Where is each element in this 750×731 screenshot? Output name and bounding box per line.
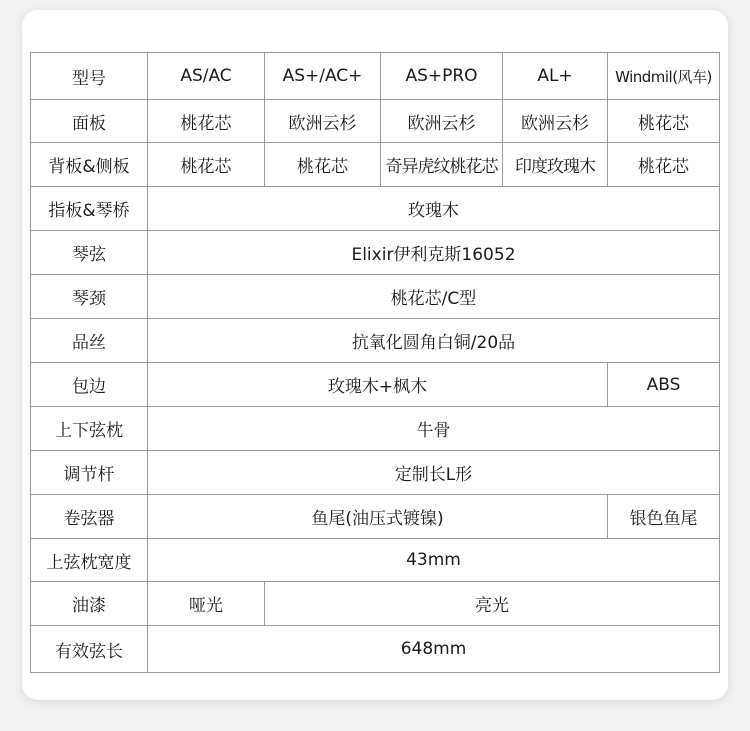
cell-back-5: 桃花芯 (608, 143, 720, 187)
row-label-back-sides: 背板&侧板 (31, 143, 148, 187)
table-row-strings (31, 231, 720, 275)
table-row-top (31, 100, 720, 143)
cell-top-4: 欧洲云杉 (503, 100, 608, 143)
model-as-plus: AS+/AC+ (265, 53, 381, 100)
cell-back-1: 桃花芯 (148, 143, 265, 187)
model-as-pro: AS+PRO (381, 53, 503, 100)
cell-finish-rest: 亮光 (265, 582, 720, 626)
row-label-frets: 品丝 (31, 319, 148, 363)
row-label-model: 型号 (31, 53, 148, 100)
cell-top-3: 欧洲云杉 (381, 100, 503, 143)
table-row-tuners (31, 495, 720, 539)
model-as-ac: AS/AC (148, 53, 265, 100)
cell-tuners-last: 银色鱼尾 (608, 495, 720, 539)
cell-back-4: 印度玫瑰木 (503, 143, 608, 187)
row-label-truss-rod: 调节杆 (31, 451, 148, 495)
row-label-strings: 琴弦 (31, 231, 148, 275)
cell-truss-rod: 定制长L形 (148, 451, 720, 495)
cell-scale: 648mm (148, 626, 720, 673)
cell-finish-first: 哑光 (148, 582, 265, 626)
cell-binding-main: 玫瑰木+枫木 (148, 363, 608, 407)
table-row-neck (31, 275, 720, 319)
table-row-binding (31, 363, 720, 407)
row-label-neck: 琴颈 (31, 275, 148, 319)
table-row-nut-saddle (31, 407, 720, 451)
cell-binding-last: ABS (608, 363, 720, 407)
row-label-nut-width: 上弦枕宽度 (31, 539, 148, 582)
cell-strings: Elixir伊利克斯16052 (148, 231, 720, 275)
model-windmill: Windmil(风车) (608, 53, 720, 100)
cell-frets: 抗氧化圆角白铜/20品 (148, 319, 720, 363)
cell-back-3: 奇异虎纹桃花芯 (381, 143, 503, 187)
model-al-plus: AL+ (503, 53, 608, 100)
cell-nut-saddle: 牛骨 (148, 407, 720, 451)
row-label-fretboard: 指板&琴桥 (31, 187, 148, 231)
row-label-top: 面板 (31, 100, 148, 143)
cell-neck: 桃花芯/C型 (148, 275, 720, 319)
spec-table (30, 52, 720, 673)
table-row-frets (31, 319, 720, 363)
row-label-binding: 包边 (31, 363, 148, 407)
table-row-model (31, 53, 720, 100)
table-row-scale (31, 626, 720, 673)
row-label-finish: 油漆 (31, 582, 148, 626)
table-row-back-sides (31, 143, 720, 187)
table-row-fretboard (31, 187, 720, 231)
cell-tuners-main: 鱼尾(油压式镀镍) (148, 495, 608, 539)
table-row-truss-rod (31, 451, 720, 495)
table-row-finish (31, 582, 720, 626)
row-label-scale: 有效弦长 (31, 626, 148, 673)
cell-nut-width: 43mm (148, 539, 720, 582)
cell-back-2: 桃花芯 (265, 143, 381, 187)
table-row-nut-width (31, 539, 720, 582)
cell-top-1: 桃花芯 (148, 100, 265, 143)
row-label-tuners: 卷弦器 (31, 495, 148, 539)
spec-card (22, 10, 728, 700)
cell-top-5: 桃花芯 (608, 100, 720, 143)
cell-top-2: 欧洲云杉 (265, 100, 381, 143)
cell-fretboard: 玫瑰木 (148, 187, 720, 231)
row-label-nut-saddle: 上下弦枕 (31, 407, 148, 451)
